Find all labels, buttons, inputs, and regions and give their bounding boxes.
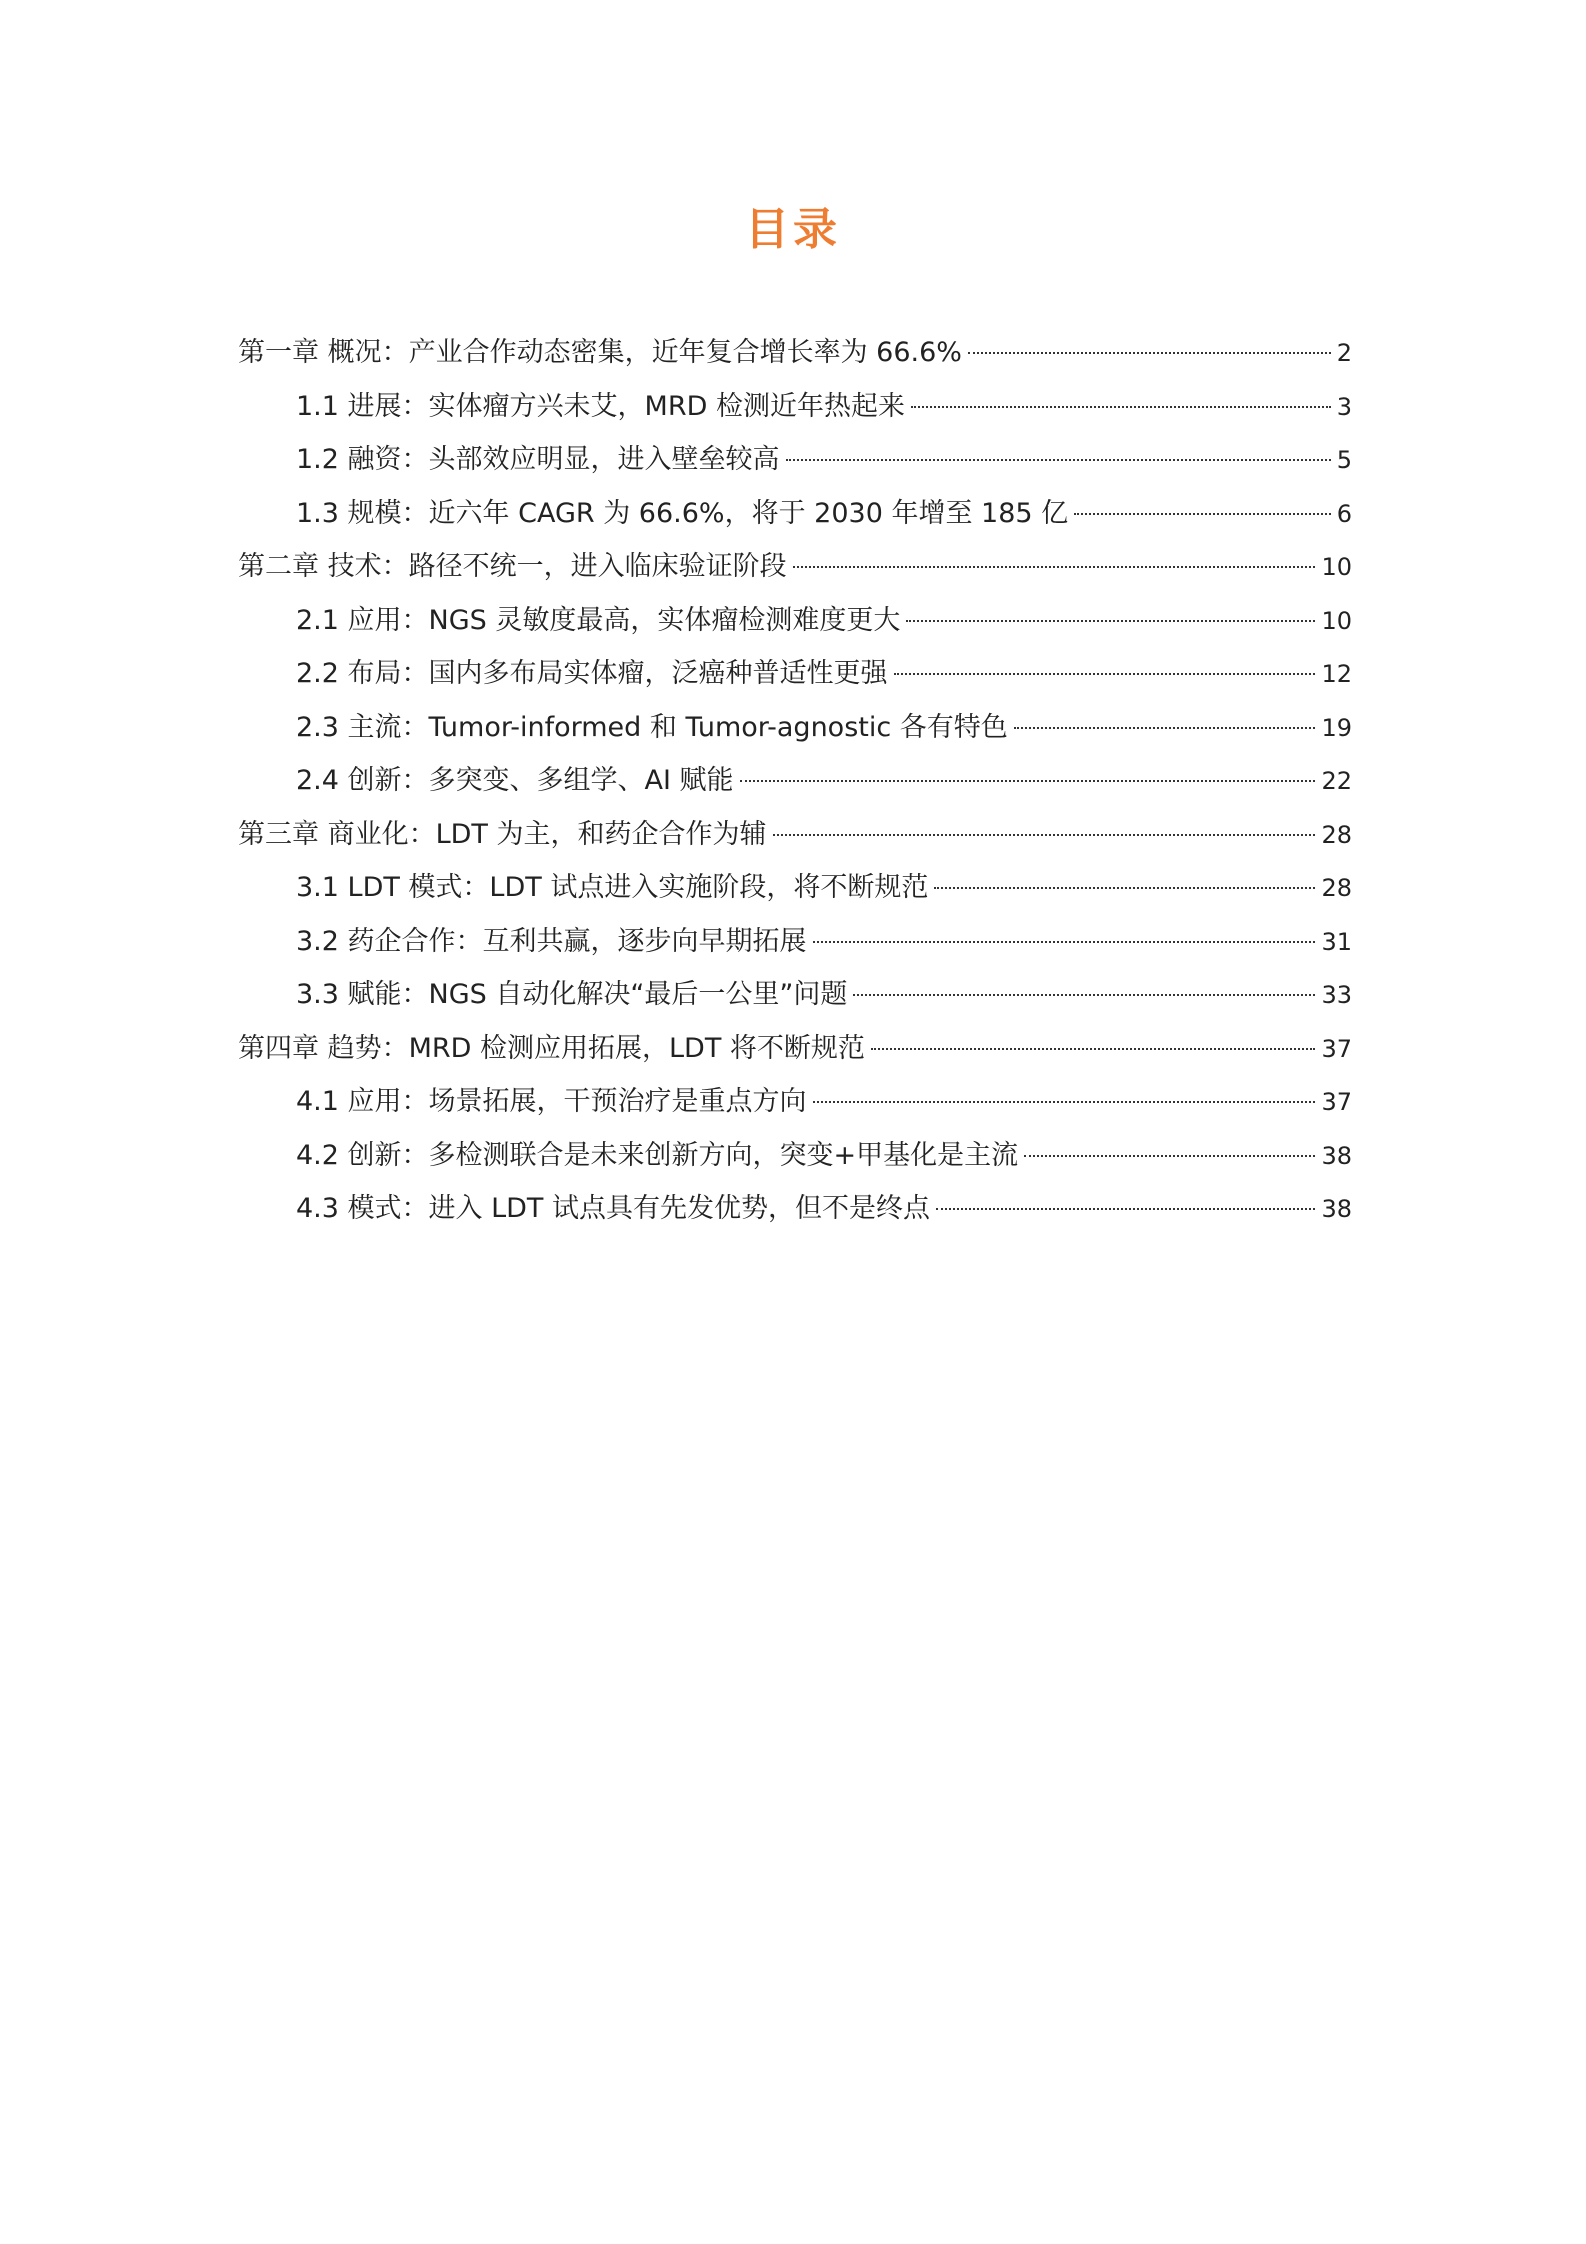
toc-page-number: 10 xyxy=(1321,606,1352,635)
toc-section-entry[interactable] xyxy=(238,1075,1352,1129)
toc-chapter-entry[interactable] xyxy=(238,1022,1352,1076)
toc-entry-text: 第三章 商业化：LDT 为主，和药企合作为辅 xyxy=(238,818,767,850)
toc-page-number: 5 xyxy=(1336,446,1352,474)
toc-page-number: 22 xyxy=(1321,767,1352,795)
toc-page-number: 3 xyxy=(1336,392,1352,421)
toc-entry-text: 1.2 融资：头部效应明显，进入壁垒较高 xyxy=(296,444,780,475)
toc-page-number: 6 xyxy=(1336,499,1352,528)
toc-entry-text: 1.3 规模：近六年 CAGR 为 66.6%，将于 2030 年增至 185 亿 xyxy=(296,497,1069,529)
toc-dot-leader xyxy=(1074,513,1331,515)
toc-section-entry[interactable] xyxy=(238,1129,1352,1183)
toc-dot-leader xyxy=(773,834,1316,836)
toc-dot-leader xyxy=(894,673,1316,675)
toc-page-number: 10 xyxy=(1321,553,1352,581)
toc-dot-leader xyxy=(936,1208,1315,1210)
toc-section-entry[interactable] xyxy=(238,968,1352,1022)
toc-entry-text: 4.1 应用：场景拓展，干预治疗是重点方向 xyxy=(296,1086,807,1117)
toc-dot-leader xyxy=(871,1048,1316,1050)
toc-dot-leader xyxy=(1024,1155,1315,1157)
toc-dot-leader xyxy=(911,406,1331,408)
toc-section-entry[interactable] xyxy=(238,433,1352,487)
toc-entry-text: 2.3 主流：Tumor-informed 和 Tumor-agnostic 各有特色 xyxy=(296,711,1008,743)
toc-dot-leader xyxy=(793,566,1316,568)
toc-dot-leader xyxy=(740,780,1316,782)
toc-page-number: 37 xyxy=(1321,1088,1352,1116)
toc-entry-text: 3.3 赋能：NGS 自动化解决“最后一公里”问题 xyxy=(296,979,848,1010)
toc-section-entry[interactable] xyxy=(238,915,1352,969)
toc-dot-leader xyxy=(813,1101,1316,1103)
toc-dot-leader xyxy=(853,994,1315,996)
toc-dot-leader xyxy=(968,352,1331,354)
toc-title: 目录 xyxy=(745,204,841,255)
toc-dot-leader xyxy=(786,459,1331,461)
toc-section-entry[interactable] xyxy=(238,1182,1352,1236)
toc-page-number: 28 xyxy=(1321,820,1352,849)
toc-page-number: 19 xyxy=(1321,713,1352,742)
toc-entry-text: 4.2 创新：多检测联合是未来创新方向，突变+甲基化是主流 xyxy=(296,1139,1019,1171)
toc-page-number: 37 xyxy=(1321,1034,1352,1063)
toc-list xyxy=(238,326,1352,1236)
toc-entry-text: 2.1 应用：NGS 灵敏度最高，实体瘤检测难度更大 xyxy=(296,604,901,636)
toc-page-number: 33 xyxy=(1321,981,1352,1009)
toc-entry-text: 第四章 趋势：MRD 检测应用拓展，LDT 将不断规范 xyxy=(238,1032,865,1064)
toc-chapter-entry[interactable] xyxy=(238,326,1352,380)
toc-section-entry[interactable] xyxy=(238,647,1352,701)
toc-entry-text: 第一章 概况：产业合作动态密集，近年复合增长率为 66.6% xyxy=(238,337,962,368)
toc-section-entry[interactable] xyxy=(238,861,1352,915)
toc-section-entry[interactable] xyxy=(238,754,1352,808)
toc-entry-text: 3.1 LDT 模式：LDT 试点进入实施阶段，将不断规范 xyxy=(296,872,929,903)
toc-dot-leader xyxy=(934,887,1315,889)
toc-section-entry[interactable] xyxy=(238,594,1352,648)
toc-page-number: 12 xyxy=(1321,660,1352,688)
toc-dot-leader xyxy=(1014,727,1316,729)
toc-entry-text: 3.2 药企合作：互利共赢，逐步向早期拓展 xyxy=(296,925,807,957)
toc-section-entry[interactable] xyxy=(238,487,1352,541)
toc-chapter-entry[interactable] xyxy=(238,540,1352,594)
toc-page-number: 31 xyxy=(1321,927,1352,956)
toc-dot-leader xyxy=(906,620,1315,622)
toc-page-number: 2 xyxy=(1336,339,1352,367)
toc-entry-text: 2.2 布局：国内多布局实体瘤，泛癌种普适性更强 xyxy=(296,658,888,689)
toc-entry-text: 4.3 模式：进入 LDT 试点具有先发优势，但不是终点 xyxy=(296,1193,931,1224)
toc-dot-leader xyxy=(813,941,1316,943)
toc-page-number: 38 xyxy=(1321,1195,1352,1223)
toc-entry-text: 1.1 进展：实体瘤方兴未艾，MRD 检测近年热起来 xyxy=(296,390,905,422)
toc-chapter-entry[interactable] xyxy=(238,808,1352,862)
toc-entry-text: 2.4 创新：多突变、多组学、AI 赋能 xyxy=(296,765,734,796)
toc-page-number: 28 xyxy=(1321,874,1352,902)
toc-entry-text: 第二章 技术：路径不统一，进入临床验证阶段 xyxy=(238,551,787,582)
toc-page-number: 38 xyxy=(1321,1141,1352,1170)
toc-section-entry[interactable] xyxy=(238,701,1352,755)
toc-section-entry[interactable] xyxy=(238,380,1352,434)
